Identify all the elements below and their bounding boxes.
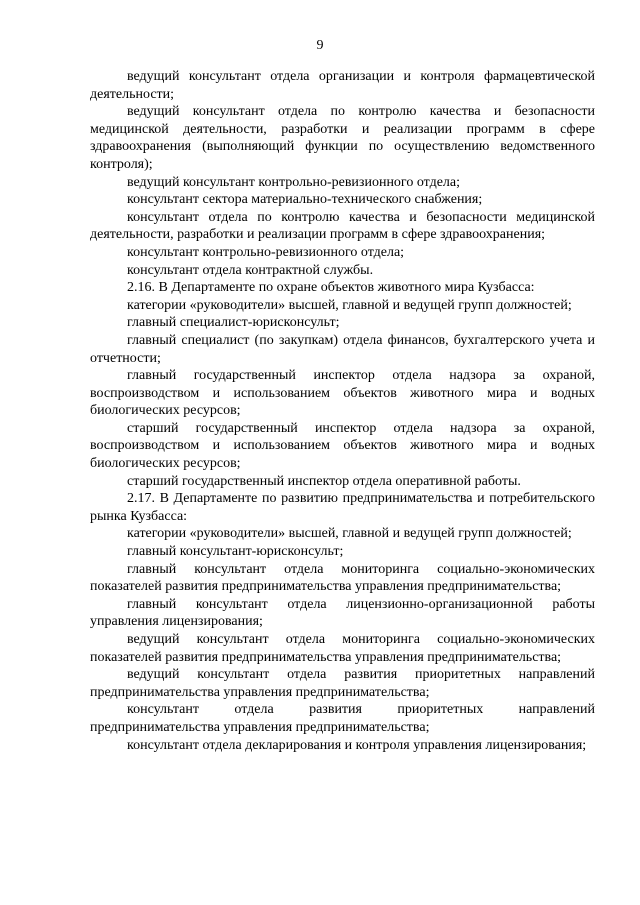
- paragraph: консультант контрольно-ревизионного отдела;: [127, 244, 405, 260]
- paragraph: старший государственный инспектор отдела надзора за охраной, воспроизводством и использованием объектов животного мира и водных биологических ресурсов;: [90, 420, 595, 472]
- document-body: [90, 68, 595, 754]
- paragraph: консультант отдела контрактной службы.: [127, 262, 374, 278]
- paragraph: старший государственный инспектор отдела оперативной работы.: [127, 473, 521, 489]
- paragraph: ведущий консультант отдела организации и контроля фармацевтической деятельности;: [90, 69, 595, 102]
- paragraph: ведущий консультант отдела развития приоритетных направлений предпринимательства управления предпринимательства;: [90, 667, 595, 700]
- paragraph: консультант отдела декларирования и контроля управления лицензирования;: [127, 737, 587, 753]
- paragraph: ведущий консультант отдела мониторинга социально-экономических показателей развития предпринимательства управления предпринимательства;: [90, 632, 595, 665]
- paragraph: консультант отдела развития приоритетных направлений предпринимательства управления предпринимательства;: [90, 702, 595, 735]
- paragraph: ведущий консультант контрольно-ревизионного отдела;: [127, 174, 460, 190]
- paragraph: категории «руководители» высшей, главной и ведущей групп должностей;: [127, 526, 572, 542]
- paragraph: главный консультант-юрисконсульт;: [127, 544, 344, 560]
- paragraph: ведущий консультант отдела по контролю качества и безопасности медицинской деятельности, разработки и реализации программ в сфере здравоохранения (выполняющий функции по осуществлению ведомственного контроля);: [90, 104, 595, 172]
- section-heading-2-16: 2.16. В Департаменте по охране объектов животного мира Кузбасса:: [127, 280, 535, 296]
- paragraph: главный консультант отдела лицензионно-организационной работы управления лицензирования;: [90, 596, 595, 630]
- paragraph: консультант сектора материально-технического снабжения;: [127, 192, 483, 208]
- page-number: 9: [316, 38, 324, 53]
- paragraph: главный специалист (по закупкам) отдела финансов, бухгалтерского учета и отчетности;: [90, 332, 595, 366]
- paragraph: главный специалист-юрисконсульт;: [127, 315, 340, 331]
- paragraph: категории «руководители» высшей, главной и ведущей групп должностей;: [127, 297, 572, 313]
- section-heading-2-17: 2.17. В Департаменте по развитию предпринимательства и потребительского рынка Кузбасса:: [90, 491, 595, 524]
- paragraph: консультант отдела по контролю качества и безопасности медицинской деятельности, разработки и реализации программ в сфере здравоохранения;: [90, 209, 595, 243]
- paragraph: главный консультант отдела мониторинга социально-экономических показателей развития предпринимательства управления предпринимательства;: [90, 561, 595, 595]
- paragraph: главный государственный инспектор отдела надзора за охраной, воспроизводством и использованием объектов животного мира и водных биологических ресурсов;: [90, 368, 595, 419]
